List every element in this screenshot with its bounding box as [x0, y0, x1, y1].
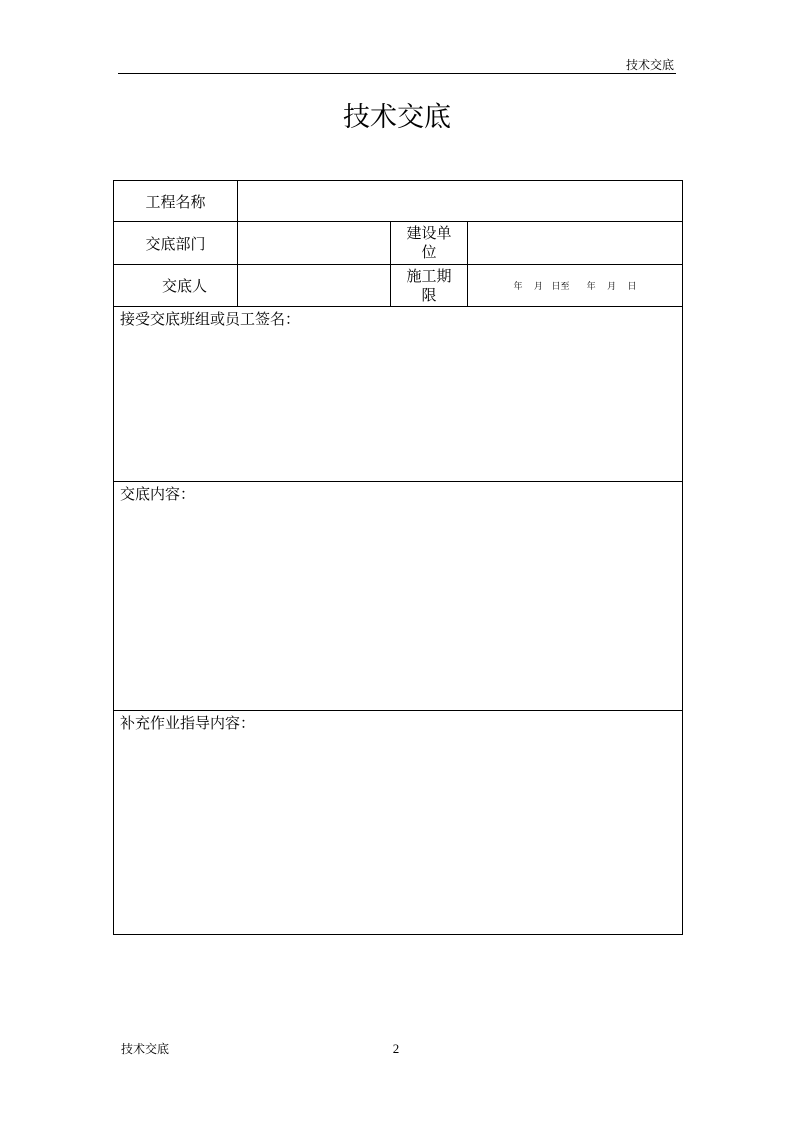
signatures-row [114, 307, 683, 482]
department-field[interactable] [238, 222, 391, 265]
construction-unit-label-line2: 位 [421, 243, 437, 261]
signatures-label: 接受交底班组或员工签名： [120, 310, 301, 328]
period-label [391, 265, 468, 307]
page-number: 2 [392, 1041, 400, 1056]
handover-form [113, 180, 683, 935]
content-row [114, 482, 683, 711]
construction-unit-field[interactable] [468, 222, 683, 265]
document-title: 技术交底 [343, 102, 451, 133]
content-area[interactable] [114, 482, 683, 711]
supplement-label: 补充作业指导内容： [120, 714, 256, 732]
signatures-area[interactable] [114, 307, 683, 482]
content-label: 交底内容： [120, 485, 196, 503]
supplement-area[interactable] [114, 711, 683, 935]
department-row [114, 222, 683, 265]
header-rule [118, 73, 676, 74]
project-name-label: 工程名称 [114, 181, 238, 222]
period-label-line2: 限 [421, 285, 437, 304]
presenter-field[interactable] [238, 265, 391, 307]
presenter-label: 交底人 [114, 265, 238, 307]
project-name-row [114, 181, 683, 222]
footer-label: 技术交底 [121, 1042, 170, 1056]
presenter-row [114, 265, 683, 307]
department-label: 交底部门 [114, 222, 238, 265]
construction-unit-label-line1: 建设单 [406, 224, 452, 242]
period-label-line1: 施工期 [406, 266, 452, 285]
period-field[interactable]: 年 月 日至 年 月 日 [468, 265, 683, 307]
project-name-field[interactable] [238, 181, 683, 222]
supplement-row [114, 711, 683, 935]
construction-unit-label [391, 222, 468, 265]
header-label: 技术交底 [625, 58, 674, 72]
